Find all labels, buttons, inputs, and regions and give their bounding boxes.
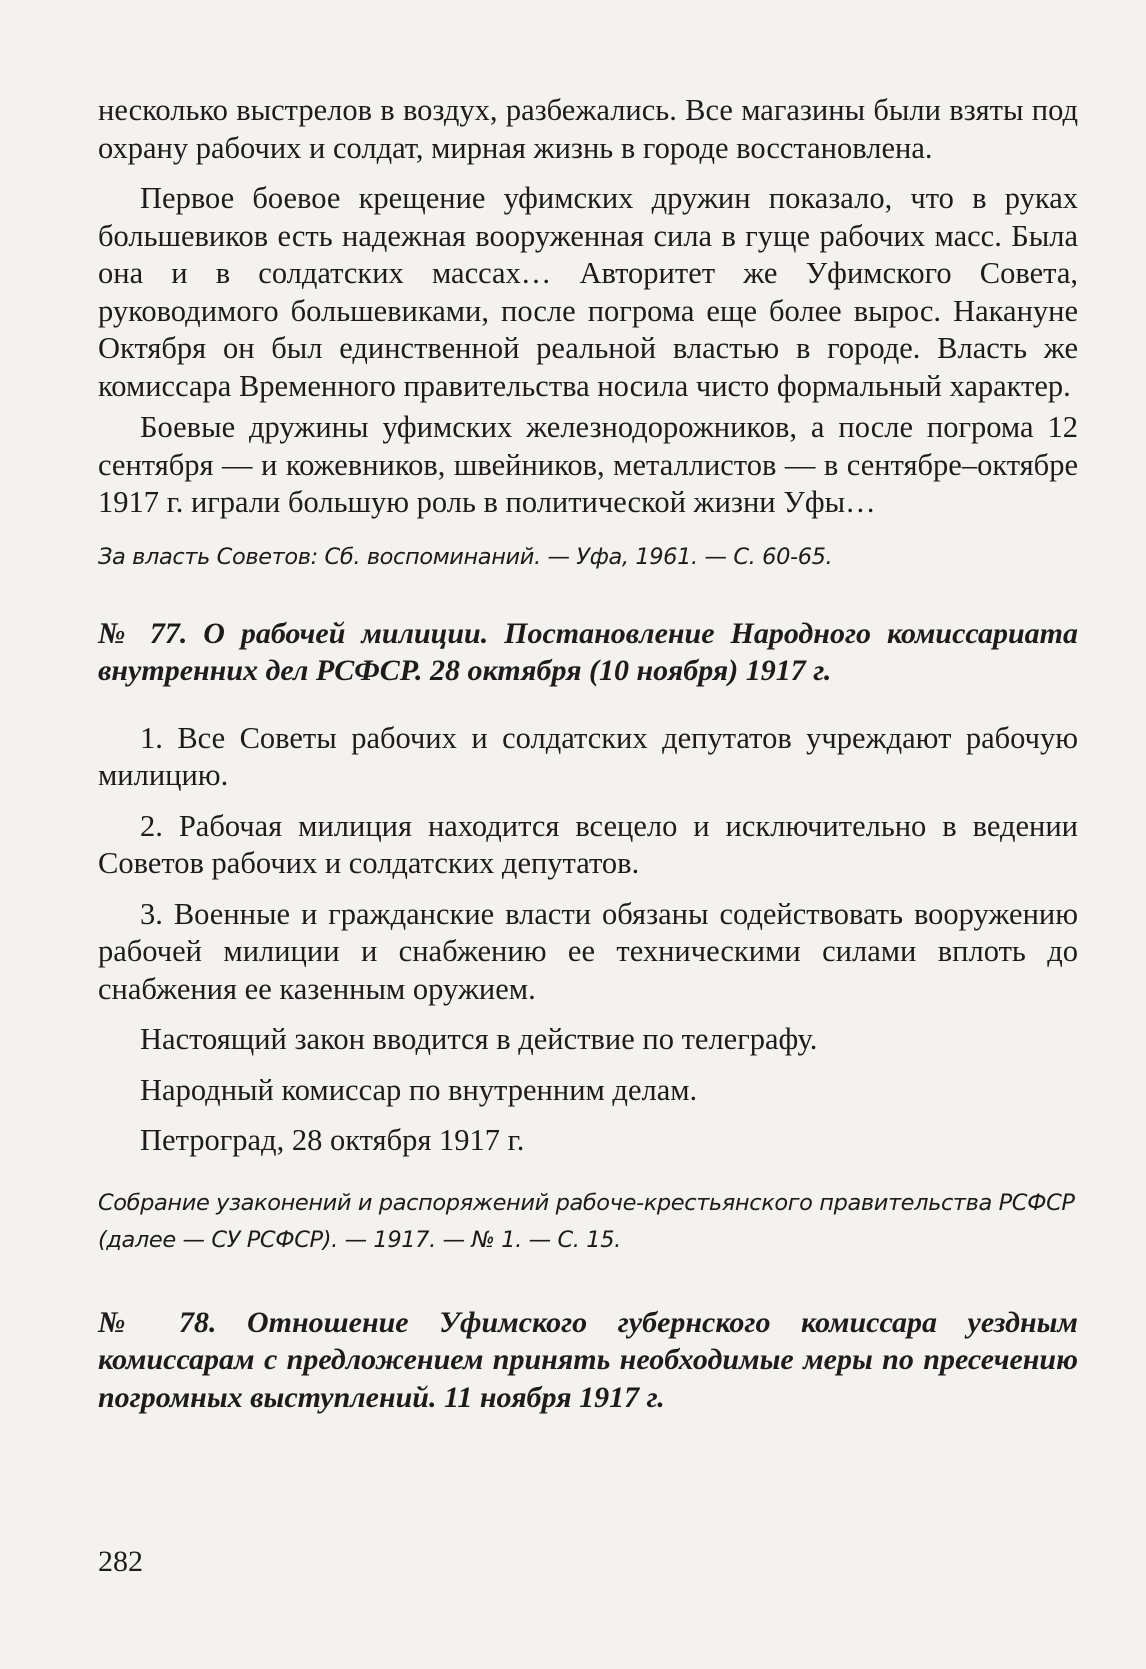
page-number: 282: [98, 1545, 143, 1578]
document-77-signature: Народный комиссар по внутренним делам.: [140, 1072, 698, 1107]
continuation-paragraph-2: Первое боевое крещение уфимских дружин показало, что в руках большевиков есть надежная вооруженная сила в гуще рабочих масс. Была она и в солдатских массах… Авторитет же Уфимского Совета, руководимого большевиками, после погрома еще более вырос. Накануне Октября он был единственной реальной властью в городе. Власть же комиссара Временного правительства носила чисто формальный характер.: [98, 181, 1078, 403]
document-77-item-3: 3. Военные и гражданские власти обязаны содействовать вооружению рабочей милиции и снабжению ее техническими силами вплоть до снабжения ее казенным оружием.: [98, 896, 1078, 1006]
document-77-item-1: 1. Все Советы рабочих и солдатских депутатов учреждают рабочую милицию.: [98, 720, 1078, 792]
document-77-heading: № 77. О рабочей милиции. Постановление Народного комиссариата внутренних дел РСФСР. 28 октября (10 ноября) 1917 г.: [98, 616, 1078, 687]
document-77-item-2: 2. Рабочая милиция находится всецело и исключительно в ведении Советов рабочих и солдатских депутатов.: [98, 808, 1078, 880]
source-citation-1: За власть Советов: Сб. воспоминаний. — Уфа, 1961. — С. 60-65.: [98, 543, 833, 570]
document-77-law-clause: Настоящий закон вводится в действие по телеграфу.: [140, 1022, 818, 1056]
document-78-heading: № 78. Отношение Уфимского губернского комиссара уездным комиссарам с предложением принять необходимые меры по пресечению погромных выступлений. 11 ноября 1917 г.: [98, 1305, 1078, 1414]
source-citation-2: Собрание узаконений и распоряжений рабоче-крестьянского правительства РСФСР (далее — СУ РСФСР). — 1917. — № 1. — С. 15.: [98, 1189, 1075, 1253]
continuation-paragraph-1: несколько выстрелов в воздух, разбежались. Все магазины были взяты под охрану рабочих и солдат, мирная жизнь в городе восстановлена.: [98, 93, 1078, 165]
continuation-paragraph-3: Боевые дружины уфимских железнодорожников, а после погрома 12 сентября — и кожевников, швейников, металлистов — в сентябре–октябре 1917 г. играли большую роль в политической жизни Уфы…: [98, 410, 1078, 519]
page-content: [98, 92, 1078, 1416]
document-77-place-date: Петроград, 28 октября 1917 г.: [140, 1123, 525, 1157]
